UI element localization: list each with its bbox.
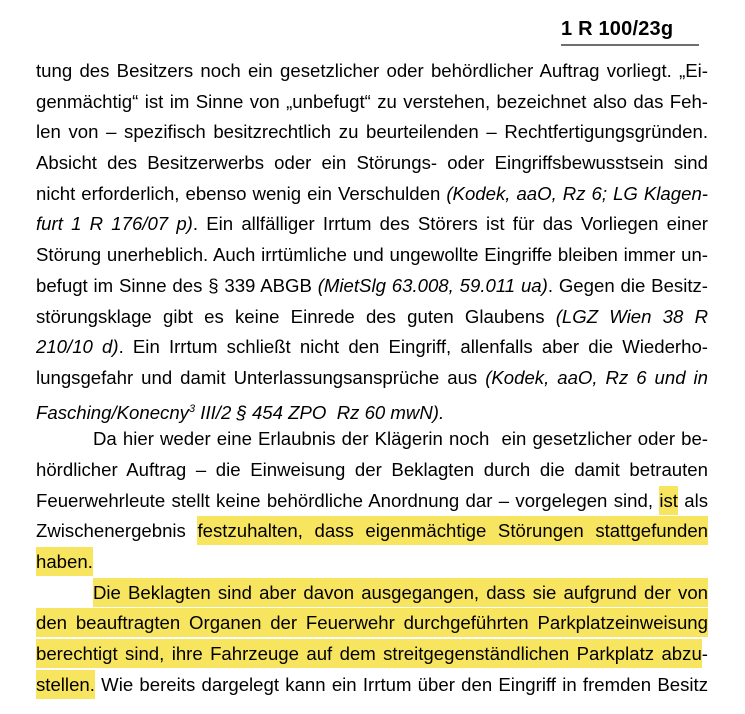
text-run: . Ein allfälliger Irrtum des Störers ist für das Vorliegen einer xyxy=(192,213,708,235)
text-run: (LGZ Wien 38 R xyxy=(555,305,708,327)
text-run: genmächtig“ ist im Sinne von „unbefugt“ zu verstehen, bezeichnet also das Feh- xyxy=(36,90,708,112)
text-line xyxy=(36,363,708,394)
text-run: Absicht des Besitzerwerbs oder ein Störungs- oder Eingriffsbewusstsein sind xyxy=(36,152,708,174)
text-run: als xyxy=(677,489,708,511)
text-line xyxy=(36,56,708,87)
highlighted-text: Die Beklagten sind aber davon ausgegangen, dass sie aufgrund der von xyxy=(93,578,708,607)
highlighted-text: haben. xyxy=(36,547,93,576)
text-line xyxy=(36,670,708,701)
text-run: störungsklage gibt es keine Einrede des guten Glaubens xyxy=(36,305,556,327)
text-line xyxy=(36,547,708,578)
text-run: - xyxy=(701,643,708,665)
text-run: Fasching/Konecny xyxy=(36,401,189,423)
text-line xyxy=(36,455,708,486)
text-line xyxy=(36,516,708,547)
text-run: nicht erforderlich, ebenso wenig ein Verschulden xyxy=(36,182,447,204)
text-run: lungsgefahr und damit Unterlassungsansprüche aus xyxy=(36,366,486,388)
text-run: (Kodek, aaO, Rz 6 und in xyxy=(485,366,708,388)
highlighted-text: ist xyxy=(659,486,678,515)
document-body xyxy=(36,56,708,700)
text-run: hördlicher Auftrag – die Einweisung der Beklagten durch die damit betrauten xyxy=(36,458,708,480)
highlighted-text: festzuhalten, dass eigenmächtige Störungen stattgefunden xyxy=(197,516,708,545)
text-line xyxy=(36,302,708,333)
text-line xyxy=(36,608,708,639)
text-line xyxy=(36,87,708,118)
text-run: (MietSlg 63.008, 59.011 ua) xyxy=(317,274,548,296)
text-run: Wie bereits dargelegt kann ein Irrtum über den Eingriff in fremden Besitz xyxy=(94,673,708,695)
text-line xyxy=(36,424,708,455)
highlighted-text: stellen. xyxy=(36,670,95,699)
text-line xyxy=(36,394,708,425)
text-run: furt 1 R 176/07 p) xyxy=(36,213,193,235)
text-line xyxy=(36,578,708,609)
text-run: Zwischenergebnis xyxy=(36,520,198,542)
text-run: 3 xyxy=(188,402,196,415)
text-run: III/2 § 454 ZPO Rz 60 mwN). xyxy=(195,401,445,423)
text-line xyxy=(36,240,708,271)
highlighted-text: den beauftragten Organen der Feuerwehr durchgeführten Parkplatzeinweisung xyxy=(36,608,708,637)
text-run: 210/10 d) xyxy=(36,336,119,358)
text-run: (Kodek, aaO, Rz 6; LG Klagen- xyxy=(446,182,708,204)
text-run: befugt im Sinne des § 339 ABGB xyxy=(36,274,318,296)
text-line xyxy=(36,117,708,148)
text-run: . Ein Irrtum schließt nicht den Eingriff, allenfalls aber die Wiederho- xyxy=(118,336,709,358)
text-line xyxy=(36,486,708,517)
text-line xyxy=(36,332,708,363)
highlighted-text: berechtigt sind, ihre Fahrzeuge auf dem streitgegenständlichen Parkplatz abzu xyxy=(36,639,702,668)
text-line xyxy=(36,271,708,302)
text-line xyxy=(36,179,708,210)
text-run: . Gegen die Besitz- xyxy=(547,274,708,296)
text-line xyxy=(36,148,708,179)
text-run: Feuerwehrleute stellt keine behördliche Anordnung dar – vorgelegen sind, xyxy=(36,489,660,511)
text-run: len von – spezifisch besitzrechtlich zu beurteilenden – Rechtfertigungsgründen. xyxy=(36,121,708,143)
text-run: Störung unerheblich. Auch irrtümliche und ungewollte Eingriffe bleiben immer un- xyxy=(36,244,708,266)
text-line xyxy=(36,209,708,240)
case-number: 1 R 100/23g xyxy=(561,18,699,46)
text-run: Da hier weder eine Erlaubnis der Klägerin noch ein gesetzlicher oder be- xyxy=(93,428,708,450)
text-run: tung des Besitzers noch ein gesetzlicher oder behördlicher Auftrag vorliegt. „Ei- xyxy=(36,60,708,81)
text-line xyxy=(36,639,708,670)
